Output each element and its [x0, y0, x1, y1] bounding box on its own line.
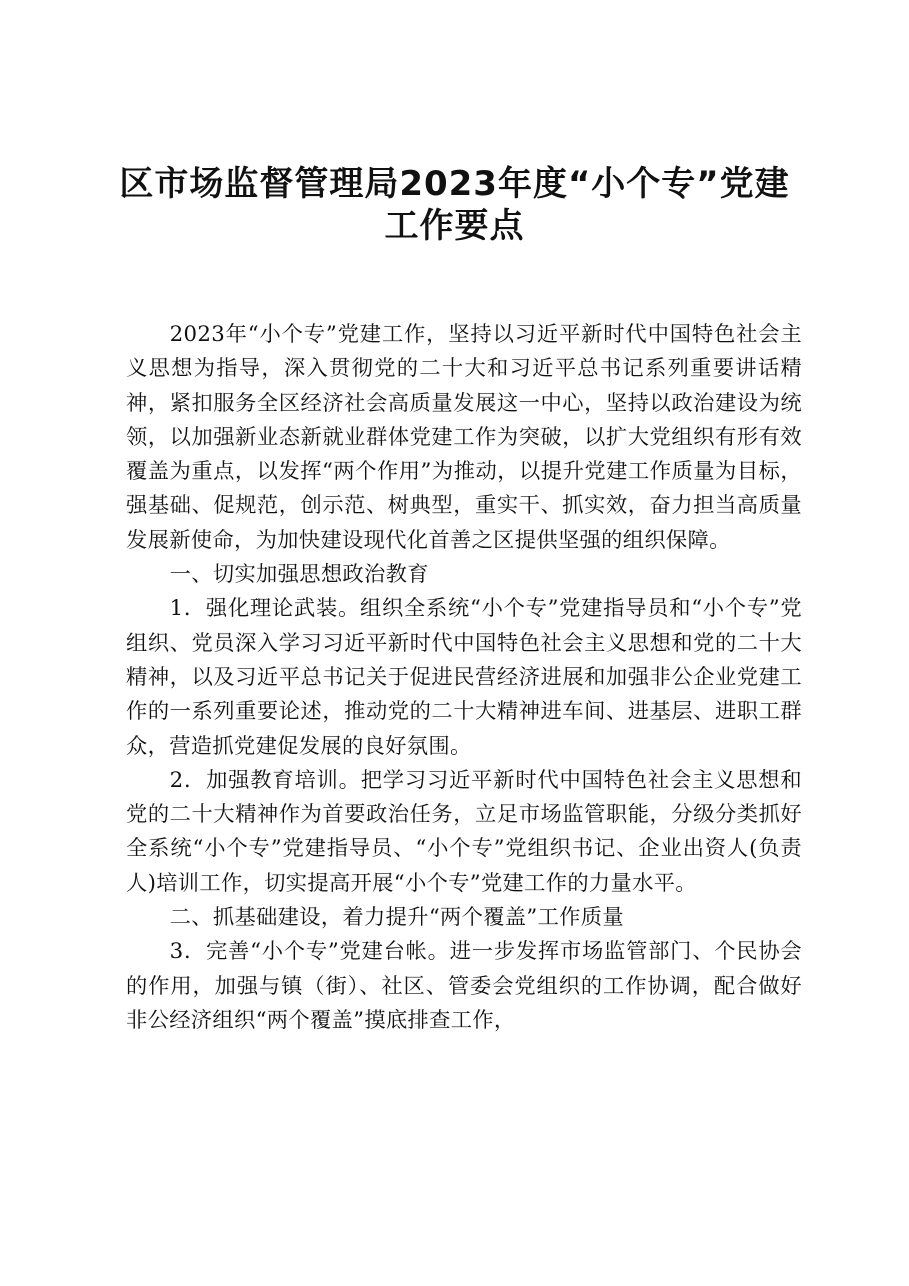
- body-paragraph: 3．完善“小个专”党建台帐。进一步发挥市场监管部门、个民协会的作用，加强与镇（街）、社区、管委会党组织的工作协调，配合做好非公经济组织“两个覆盖”摸底排查工作，: [126, 939, 802, 1033]
- document-body: [126, 318, 802, 1038]
- body-paragraph: 2．加强教育培训。把学习习近平新时代中国特色社会主义思想和党的二十大精神作为首要政治任务，立足市场监管职能，分级分类抓好全系统“小个专”党建指导员、“小个专”党组织书记、企业出资人(负责人)培训工作，切实提高开展“小个专”党建工作的力量水平。: [126, 767, 802, 896]
- section-heading-2: 二、抓基础建设，着力提升“两个覆盖”工作质量: [169, 905, 624, 931]
- intro-paragraph: 2023年“小个专”党建工作，坚持以习近平新时代中国特色社会主义思想为指导，深入贯彻党的二十大和习近平总书记系列重要讲话精神，紧扣服务全区经济社会高质量发展这一中心，坚持以政治建设为统领，以加强新业态新就业群体党建工作为突破，以扩大党组织有形有效覆盖为重点，以发挥“两个作用”为推动，以提升党建工作质量为目标，强基础、促规范，创示范、树典型，重实干、抓实效，奋力担当高质量发展新使命，为加快建设现代化首善之区提供坚强的组织保障。: [126, 322, 802, 553]
- document-title-line-1: 区市场监督管理局2023年度“小个专”党建: [119, 164, 790, 204]
- document-title-line-2: 工作要点: [384, 206, 525, 246]
- body-paragraph: 1．强化理论武装。组织全系统“小个专”党建指导员和“小个专”党组织、党员深入学习习近平新时代中国特色社会主义思想和党的二十大精神，以及习近平总书记关于促进民营经济进展和加强非公企业党建工作的一系列重要论述，推动党的二十大精神进车间、进基层、进职工群众，营造抓党建促发展的良好氛围。: [126, 596, 802, 759]
- section-heading-1: 一、切实加强思想政治教育: [169, 562, 429, 588]
